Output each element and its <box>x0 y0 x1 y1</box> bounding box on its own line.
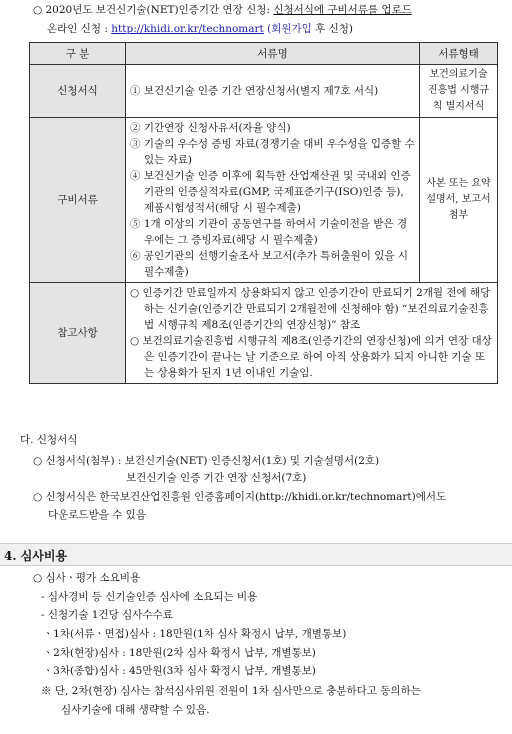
row-item: ③ 기술의 우수성 증빙 자료(경쟁기술 대비 우수성을 입증할 수 있는 자료) <box>130 138 415 166</box>
header-document-name: 서류명 <box>126 43 420 65</box>
table-header-row <box>30 43 498 65</box>
intro-line-1 <box>33 3 412 17</box>
forms-line: ○ 신청서식은 한국보건산업진흥원 인증홈페이지(http://khidi.or.kr/technomart)에서도 <box>33 491 447 503</box>
row-category: 구비서류 <box>30 118 126 283</box>
section-line: ○ 심사ㆍ평가 소요비용 <box>33 572 141 584</box>
section-heading-bar <box>0 543 512 566</box>
row-category: 신청서식 <box>30 65 126 118</box>
section-line: ※ 단, 2차(현장) 심사는 참석심사위원 전원이 1차 심사만으로 충분하다고 동의하는 <box>41 685 421 697</box>
row-category: 참고사항 <box>30 283 126 384</box>
section-line: 심사기술에 대해 생략할 수 있음. <box>61 704 210 716</box>
row-item: ① 보건신기술 인증 기간 연장신청서(별지 제7호 서식) <box>130 85 379 97</box>
forms-line: 보건신기술 인증 기간 연장 신청서(7호) <box>126 472 307 484</box>
row-item: ○ 인증기간 만료일까지 상용화되지 않고 인증기간이 만료되기 2개월 전에 해당하는 신기술(인증기간 만료되기 2개월전에 신청해야 함) “보건의료기술진흥법 시행규칙 제8조(인증기간의 연장신청)” 참조 <box>130 287 491 331</box>
row-form: 보건의료기술 진흥법 시행규칙 별지서식 <box>420 65 498 118</box>
section-line: - 신청기술 1건당 심사수수료 <box>41 609 173 621</box>
section-line: - 심사경비 등 신기술인증 심사에 소요되는 비용 <box>41 591 258 603</box>
table-row-application-form <box>30 65 498 118</box>
table-row-required-documents <box>30 118 498 283</box>
section-title: 4. 심사비용 <box>4 549 68 563</box>
header-document-form: 서류형태 <box>420 43 498 65</box>
intro-line-2-prefix: 온라인 신청 : <box>47 23 112 35</box>
intro-line-2 <box>47 22 353 36</box>
row-item: ④ 보건신기술 인증 이후에 획득한 산업재산권 및 국내외 인증기관의 인증실적자료(GMP, 국제표준기구(ISO)인증 등), 제품시험성적서(해당 시 필수제출) <box>130 170 411 214</box>
row-items <box>126 65 420 118</box>
section-line: ㆍ1차(서류ㆍ면접)심사 : 18만원(1차 심사 확정시 납부, 개별통보) <box>43 628 347 640</box>
document-table <box>29 42 498 384</box>
intro-line-2-suffix: 후 신청) <box>311 23 353 35</box>
header-category: 구 분 <box>30 43 126 65</box>
row-form: 사본 또는 요약설명서, 보고서 첨부 <box>420 118 498 283</box>
forms-line: ○ 신청서식(첨부) : 보건신기술(NET) 인증신청서(1호) 및 기술설명서(2호) <box>33 455 380 467</box>
section-line: ㆍ3차(종합)심사 : 45만원(3차 심사 확정시 납부, 개별통보) <box>43 665 316 677</box>
row-item: ⑥ 공인기관의 선행기술조사 보고서(추가 특허출원이 있을 시 필수제출) <box>130 250 409 278</box>
row-items <box>126 118 420 283</box>
section-line: ㆍ2차(현장)심사 : 18만원(2차 심사 확정시 납부, 개별통보) <box>43 647 316 659</box>
intro-line-2-note: (회원가입 <box>263 23 312 35</box>
forms-heading: 다. 신청서식 <box>20 434 78 446</box>
row-item: ⑤ 1개 이상의 기관이 공동연구를 하여서 기술이전을 받은 경우에는 그 증빙자료(해당 시 필수제출) <box>130 218 408 246</box>
row-item: ○ 보건의료기술진흥법 시행규칙 제8조(인증기간의 연장신청)에 의거 연장 대상은 인증기간이 끝나는 날 기준으로 하여 아직 상용화가 되지 아니한 기술 또는 상용화가 된지 1년 이내인 기술임. <box>130 335 492 379</box>
intro-line-1-prefix: ○ 2020년도 보건신기술(NET)인증기간 연장 신청: <box>33 4 274 16</box>
row-items <box>126 283 498 384</box>
forms-line: 다운로드받을 수 있음 <box>48 509 146 521</box>
technomart-link[interactable]: http://khidi.or.kr/technomart <box>111 23 264 35</box>
intro-line-1-emphasis: 신청서식에 구비서류를 업로드 <box>273 4 412 16</box>
row-item: ② 기간연장 신청사유서(자율 양식) <box>130 122 291 134</box>
table-row-notes <box>30 283 498 384</box>
